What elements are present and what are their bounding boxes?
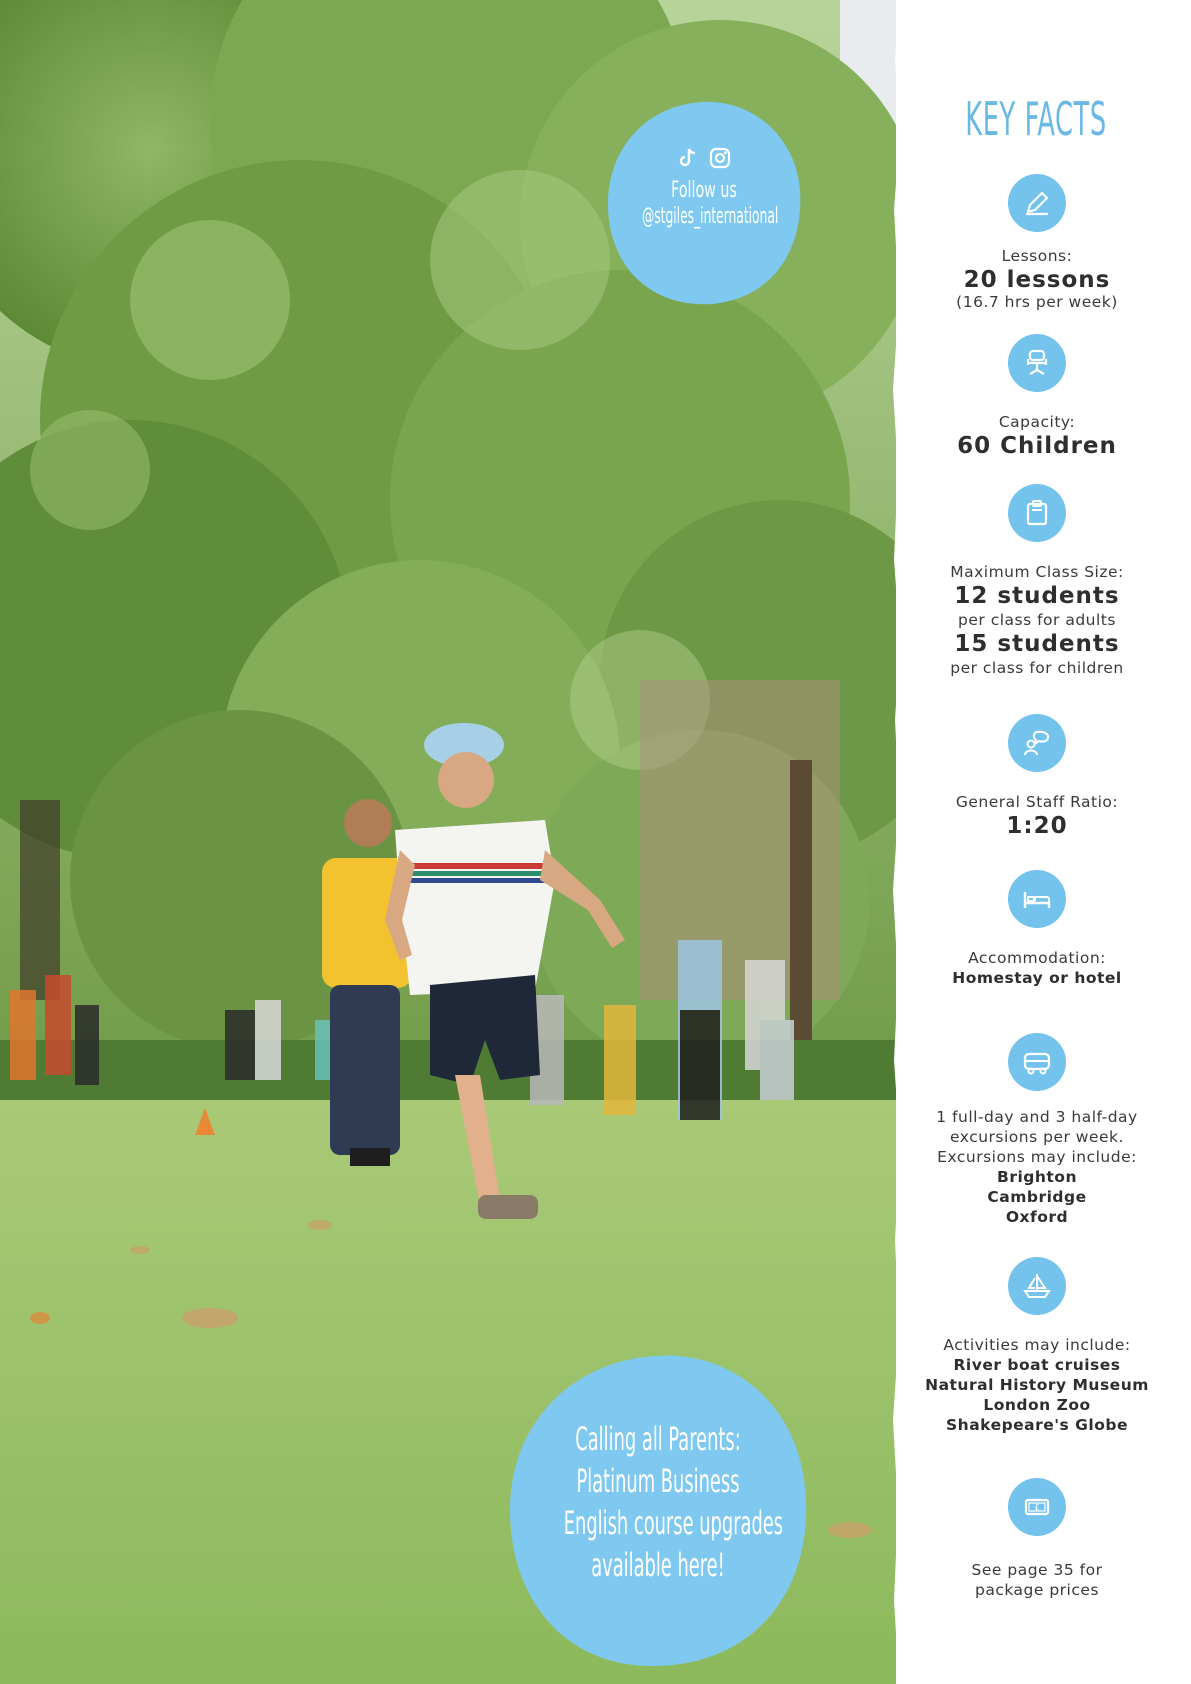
fact-prices: [906, 1478, 1168, 1600]
lessons-note: (16.7 hrs per week): [956, 293, 1118, 311]
capacity-value: 60 Children: [957, 433, 1117, 459]
activity-item: River boat cruises: [953, 1356, 1121, 1374]
fact-lessons: [906, 174, 1168, 310]
excursions-line-3: Excursions may include:: [937, 1148, 1137, 1166]
people-chat-icon: [1008, 714, 1066, 772]
lessons-value: 20 lessons: [963, 267, 1111, 293]
excursion-place: Brighton: [997, 1168, 1077, 1186]
fact-accommodation: [906, 870, 1168, 988]
fact-capacity: [906, 334, 1168, 460]
class-size-children-value: 15 students: [954, 631, 1120, 657]
fact-excursions: [906, 1033, 1168, 1227]
social-handle[interactable]: @stgiles_international: [642, 204, 779, 229]
prices-line-2: package prices: [974, 1581, 1099, 1599]
fact-activities: [906, 1257, 1168, 1435]
promo-line-2: Platinum Business: [576, 1462, 740, 1500]
staff-ratio-label: General Staff Ratio:: [955, 793, 1119, 811]
fact-staff-ratio: [906, 714, 1168, 840]
follow-us-text: [604, 146, 804, 230]
excursion-place: Cambridge: [987, 1188, 1087, 1206]
bed-icon: [1008, 870, 1066, 928]
promo-line-1: Calling all Parents:: [575, 1420, 741, 1458]
svg-text:£: £: [1034, 1503, 1040, 1512]
excursions-line-1: 1 full-day and 3 half-day: [936, 1108, 1138, 1126]
instagram-icon[interactable]: [708, 146, 732, 174]
chair-icon: [1008, 334, 1066, 392]
tiktok-icon[interactable]: [676, 146, 700, 174]
excursions-line-2: excursions per week.: [950, 1128, 1124, 1146]
class-size-label: Maximum Class Size:: [950, 563, 1124, 581]
activity-item: Shakepeare's Globe: [946, 1416, 1128, 1434]
activity-item: Natural History Museum: [925, 1376, 1149, 1394]
class-size-adults-value: 12 students: [954, 583, 1120, 609]
key-facts-title: KEY FACTS: [965, 92, 1107, 146]
bus-icon: [1008, 1033, 1066, 1091]
activities-label: Activities may include:: [943, 1336, 1131, 1354]
accommodation-value: Homestay or hotel: [952, 969, 1122, 987]
money-icon: [1008, 1478, 1066, 1536]
promo-line-4: available here!: [591, 1546, 725, 1584]
prices-line-1: See page 35 for: [971, 1561, 1103, 1579]
staff-ratio-value: 1:20: [1006, 813, 1068, 839]
capacity-label: Capacity:: [998, 413, 1076, 431]
lessons-label: Lessons:: [1001, 247, 1073, 265]
promo-text: [506, 1418, 810, 1586]
excursion-place: Oxford: [1005, 1208, 1069, 1226]
promo-line-3: English course upgrades: [563, 1504, 784, 1542]
pencil-icon: [1008, 174, 1066, 232]
clipboard-icon: [1008, 484, 1066, 542]
class-size-children-note: per class for children: [950, 659, 1124, 677]
fact-class-size: [906, 484, 1168, 678]
follow-us-label: Follow us: [671, 178, 737, 203]
class-size-adults-note: per class for adults: [958, 611, 1116, 629]
boat-icon: [1008, 1257, 1066, 1315]
accommodation-label: Accommodation:: [968, 949, 1106, 967]
activity-item: London Zoo: [983, 1396, 1091, 1414]
